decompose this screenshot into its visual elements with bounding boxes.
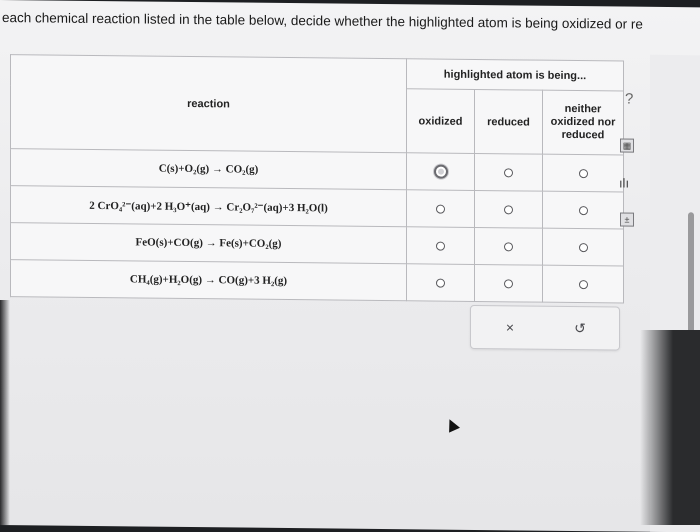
- instruction-text: each chemical reaction listed in the table below, decide whether the highlighted atom is being oxidized or re: [2, 10, 643, 32]
- help-icon[interactable]: ?: [625, 90, 634, 108]
- reduced-radio-cell: [475, 153, 543, 191]
- neither-radio-cell: [543, 154, 624, 192]
- chart-icon[interactable]: ılı: [618, 175, 630, 191]
- reaction-cell: FeO(s)+CO(g) → Fe(s)+CO₂(g): [11, 223, 407, 264]
- reaction-cell: 2 CrO₄²⁻(aq)+2 H₃O⁺(aq) → Cr₂O₇²⁻(aq)+3 H₂O(l): [11, 186, 407, 227]
- table-row: [11, 186, 624, 229]
- reduced-radio-cell: [475, 264, 543, 302]
- neither-radio-cell: [543, 265, 624, 303]
- reaction-column-header: reaction: [11, 55, 407, 153]
- reduced-column-header: reduced: [475, 89, 543, 154]
- reduced-radio[interactable]: [504, 168, 513, 177]
- neither-radio-cell: [543, 228, 624, 266]
- oxidized-radio-cell: [407, 190, 475, 228]
- reaction-table: [10, 54, 624, 303]
- group-header: highlighted atom is being...: [407, 59, 624, 91]
- clear-button[interactable]: ×: [505, 319, 515, 336]
- neither-radio[interactable]: [579, 206, 588, 215]
- neither-radio[interactable]: [579, 243, 588, 252]
- reaction-cell: C(s)+O₂(g) → CO₂(g): [11, 149, 407, 190]
- reduced-radio[interactable]: [504, 279, 513, 288]
- reset-button[interactable]: ↺: [574, 320, 586, 337]
- oxidized-radio-cell: [407, 227, 475, 265]
- oxidized-radio[interactable]: [436, 241, 445, 250]
- oxidized-radio[interactable]: [434, 165, 448, 179]
- neither-column-header: neither oxidized nor reduced: [543, 90, 624, 155]
- oxidized-column-header: oxidized: [407, 89, 475, 154]
- calculator-icon[interactable]: ±: [620, 212, 634, 226]
- oxidized-radio-cell: [407, 264, 475, 302]
- mouse-cursor-icon: [444, 417, 460, 433]
- neither-radio[interactable]: [579, 169, 588, 178]
- neither-radio[interactable]: [579, 280, 588, 289]
- table-row: [11, 260, 624, 303]
- reduced-radio-cell: [475, 190, 543, 228]
- oxidized-radio-cell: [407, 153, 475, 191]
- screen-edge: [0, 300, 10, 525]
- reduced-radio-cell: [475, 227, 543, 265]
- action-bar: [470, 305, 620, 351]
- table-row: [11, 223, 624, 266]
- reduced-radio[interactable]: [504, 242, 513, 251]
- reduced-radio[interactable]: [504, 205, 513, 214]
- periodic-table-icon[interactable]: ▦: [620, 138, 634, 152]
- screen-edge: [640, 330, 700, 525]
- oxidized-radio[interactable]: [436, 278, 445, 287]
- table-row: [11, 149, 624, 192]
- neither-radio-cell: [543, 191, 624, 229]
- oxidized-radio[interactable]: [436, 204, 445, 213]
- reaction-cell: CH₄(g)+H₂O(g) → CO(g)+3 H₂(g): [11, 260, 407, 301]
